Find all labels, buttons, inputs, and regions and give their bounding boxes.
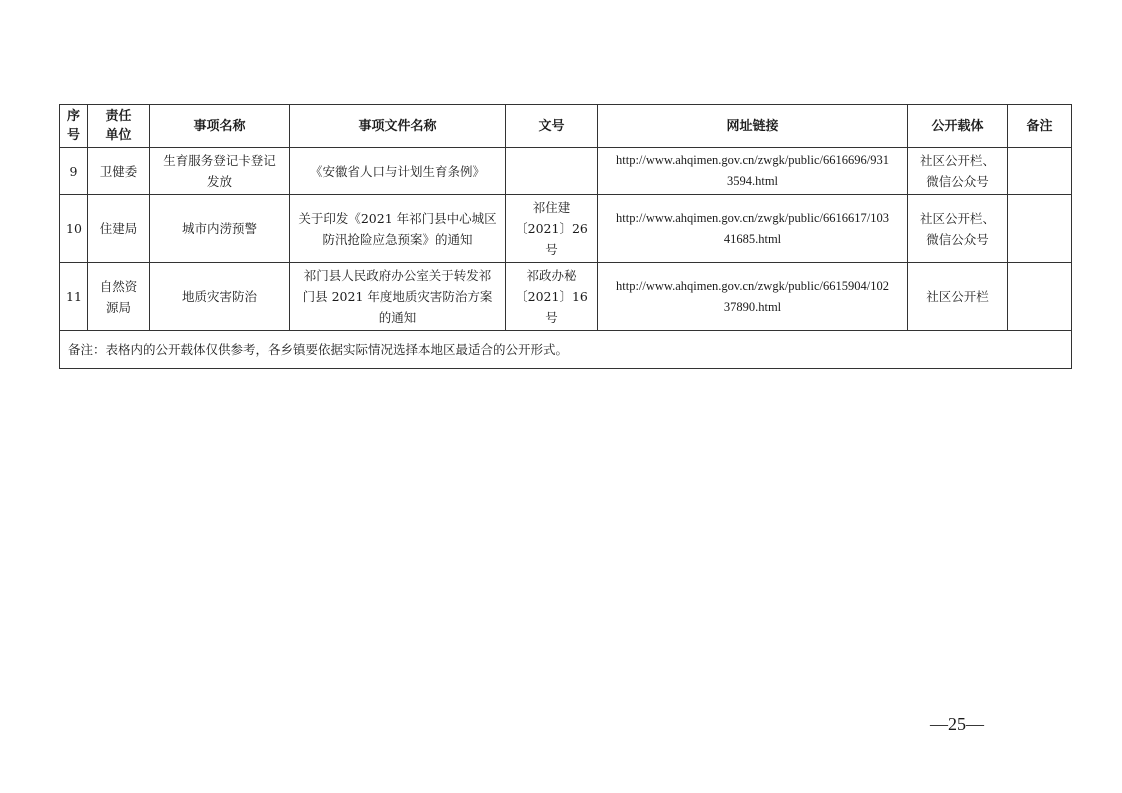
- cell-unit: 自然资 源局: [88, 263, 150, 331]
- table-note-row: [60, 331, 1072, 369]
- cell-item: 城市内涝预警: [150, 195, 290, 263]
- cell-num: 祁政办秘 〔2021〕16 号: [506, 263, 598, 331]
- cell-num: 祁住建 〔2021〕26 号: [506, 195, 598, 263]
- header-url: 网址链接: [598, 105, 908, 148]
- cell-url[interactable]: http://www.ahqimen.gov.cn/zwgk/public/6615904/102 37890.html: [598, 263, 908, 331]
- cell-item: 地质灾害防治: [150, 263, 290, 331]
- cell-seq: 11: [60, 263, 88, 331]
- header-carrier: 公开载体: [908, 105, 1008, 148]
- cell-remark: [1008, 148, 1072, 195]
- header-remark: 备注: [1008, 105, 1072, 148]
- header-item: 事项名称: [150, 105, 290, 148]
- cell-seq: 9: [60, 148, 88, 195]
- cell-seq: 10: [60, 195, 88, 263]
- header-doc: 事项文件名称: [290, 105, 506, 148]
- table-note: 备注：表格内的公开载体仅供参考，各乡镇要依据实际情况选择本地区最适合的公开形式。: [60, 331, 1072, 369]
- cell-carrier: 社区公开栏: [908, 263, 1008, 331]
- cell-doc: 祁门县人民政府办公室关于转发祁 门县 2021 年度地质灾害防治方案 的通知: [290, 263, 506, 331]
- cell-num: [506, 148, 598, 195]
- header-num: 文号: [506, 105, 598, 148]
- cell-remark: [1008, 195, 1072, 263]
- page-number: —25—: [930, 714, 984, 734]
- table-row: [60, 263, 1072, 331]
- header-seq: 序 号: [60, 105, 88, 148]
- disclosure-table: [59, 104, 1072, 369]
- cell-carrier: 社区公开栏、 微信公众号: [908, 195, 1008, 263]
- cell-carrier: 社区公开栏、 微信公众号: [908, 148, 1008, 195]
- table-row: [60, 148, 1072, 195]
- cell-unit: 卫健委: [88, 148, 150, 195]
- header-unit: 责任 单位: [88, 105, 150, 148]
- table-row: [60, 195, 1072, 263]
- cell-url[interactable]: http://www.ahqimen.gov.cn/zwgk/public/6616696/931 3594.html: [598, 148, 908, 195]
- cell-item: 生育服务登记卡登记 发放: [150, 148, 290, 195]
- cell-remark: [1008, 263, 1072, 331]
- cell-url[interactable]: http://www.ahqimen.gov.cn/zwgk/public/6616617/103 41685.html: [598, 195, 908, 263]
- cell-doc: 《安徽省人口与计划生育条例》: [290, 148, 506, 195]
- table-header-row: [60, 105, 1072, 148]
- cell-doc: 关于印发《2021 年祁门县中心城区 防汛抢险应急预案》的通知: [290, 195, 506, 263]
- cell-unit: 住建局: [88, 195, 150, 263]
